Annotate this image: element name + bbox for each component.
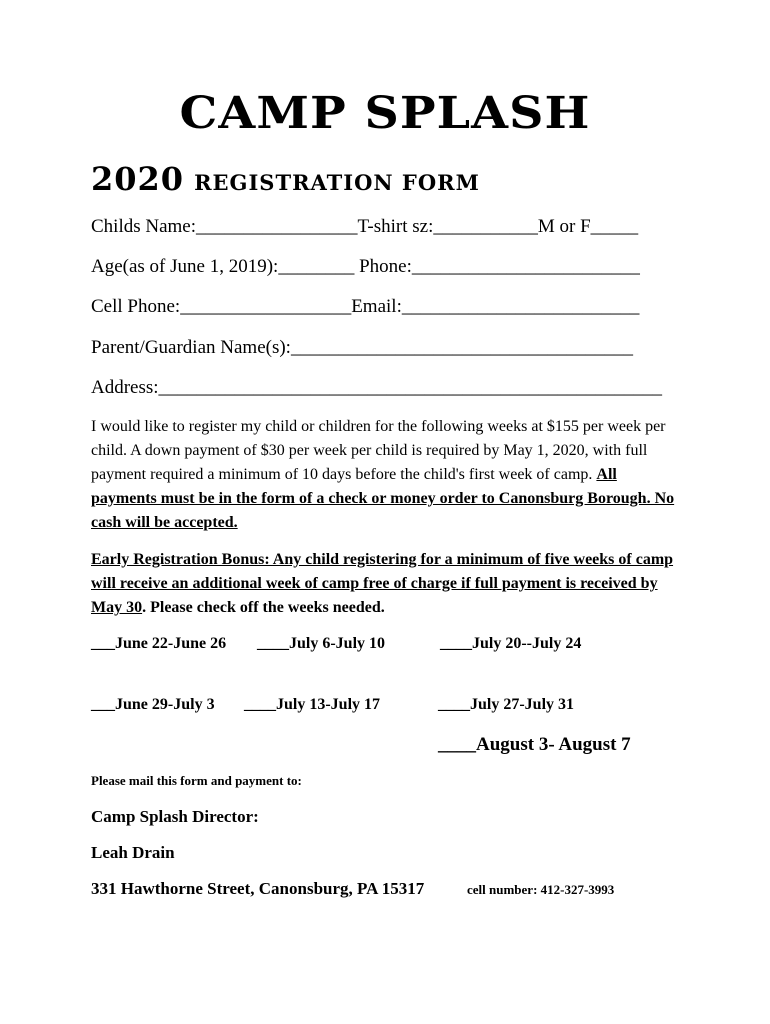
cell-email-line[interactable]: Cell Phone:__________________Email:_________________________: [91, 296, 640, 317]
week-june-22[interactable]: ___June 22-June 26: [91, 635, 227, 652]
guardian-name-line[interactable]: Parent/Guardian Name(s):____________________________________: [91, 337, 633, 358]
mail-instruction: Please mail this form and payment to:: [91, 773, 302, 788]
week-august-3[interactable]: ____August 3- August 7: [438, 734, 631, 755]
form-name: REGISTRATION FORM: [194, 170, 480, 195]
check-weeks-instruction: . Please check off the weeks needed.: [142, 599, 385, 616]
week-july-20[interactable]: ____July 20--July 24: [440, 635, 582, 652]
form-subtitle: [91, 160, 480, 198]
cell-number: cell number: 412-327-3993: [467, 882, 615, 897]
form-year: 2020: [91, 160, 185, 198]
payment-notice: All payments must be in the form of a check or money order to Canonsburg Borough. No cash will be accepted.: [91, 466, 675, 531]
director-title: Camp Splash Director:: [91, 807, 259, 826]
form-title: CAMP SPLASH: [179, 88, 591, 139]
week-july-13[interactable]: ____July 13-July 17: [244, 696, 381, 713]
registration-paragraph-text: I would like to register my child or children for the following weeks at $155 per week per child. A down payment of $30 per week per child is required by May 1, 2020, with full payment required a minimum of 10 days before the child's first week of camp.: [91, 418, 666, 483]
bonus-paragraph: [91, 548, 681, 620]
registration-paragraph: [91, 415, 681, 535]
child-name-tshirt-gender-line[interactable]: Childs Name:_________________T-shirt sz:___________M or F_____: [91, 216, 639, 237]
bonus-notice: Early Registration Bonus: Any child registering for a minimum of five weeks of camp will receive an additional week of camp free of charge if full payment is received by May 30: [91, 551, 674, 616]
week-july-27[interactable]: ____July 27-July 31: [438, 696, 575, 713]
address-line[interactable]: Address:_____________________________________________________: [91, 377, 663, 398]
director-name: Leah Drain: [91, 843, 175, 862]
week-june-29[interactable]: ___June 29-July 3: [91, 696, 215, 713]
week-july-6[interactable]: ____July 6-July 10: [257, 635, 386, 652]
age-phone-line[interactable]: Age(as of June 1, 2019):________ Phone:________________________: [91, 256, 640, 277]
mailing-address: 331 Hawthorne Street, Canonsburg, PA 15317: [91, 879, 425, 898]
